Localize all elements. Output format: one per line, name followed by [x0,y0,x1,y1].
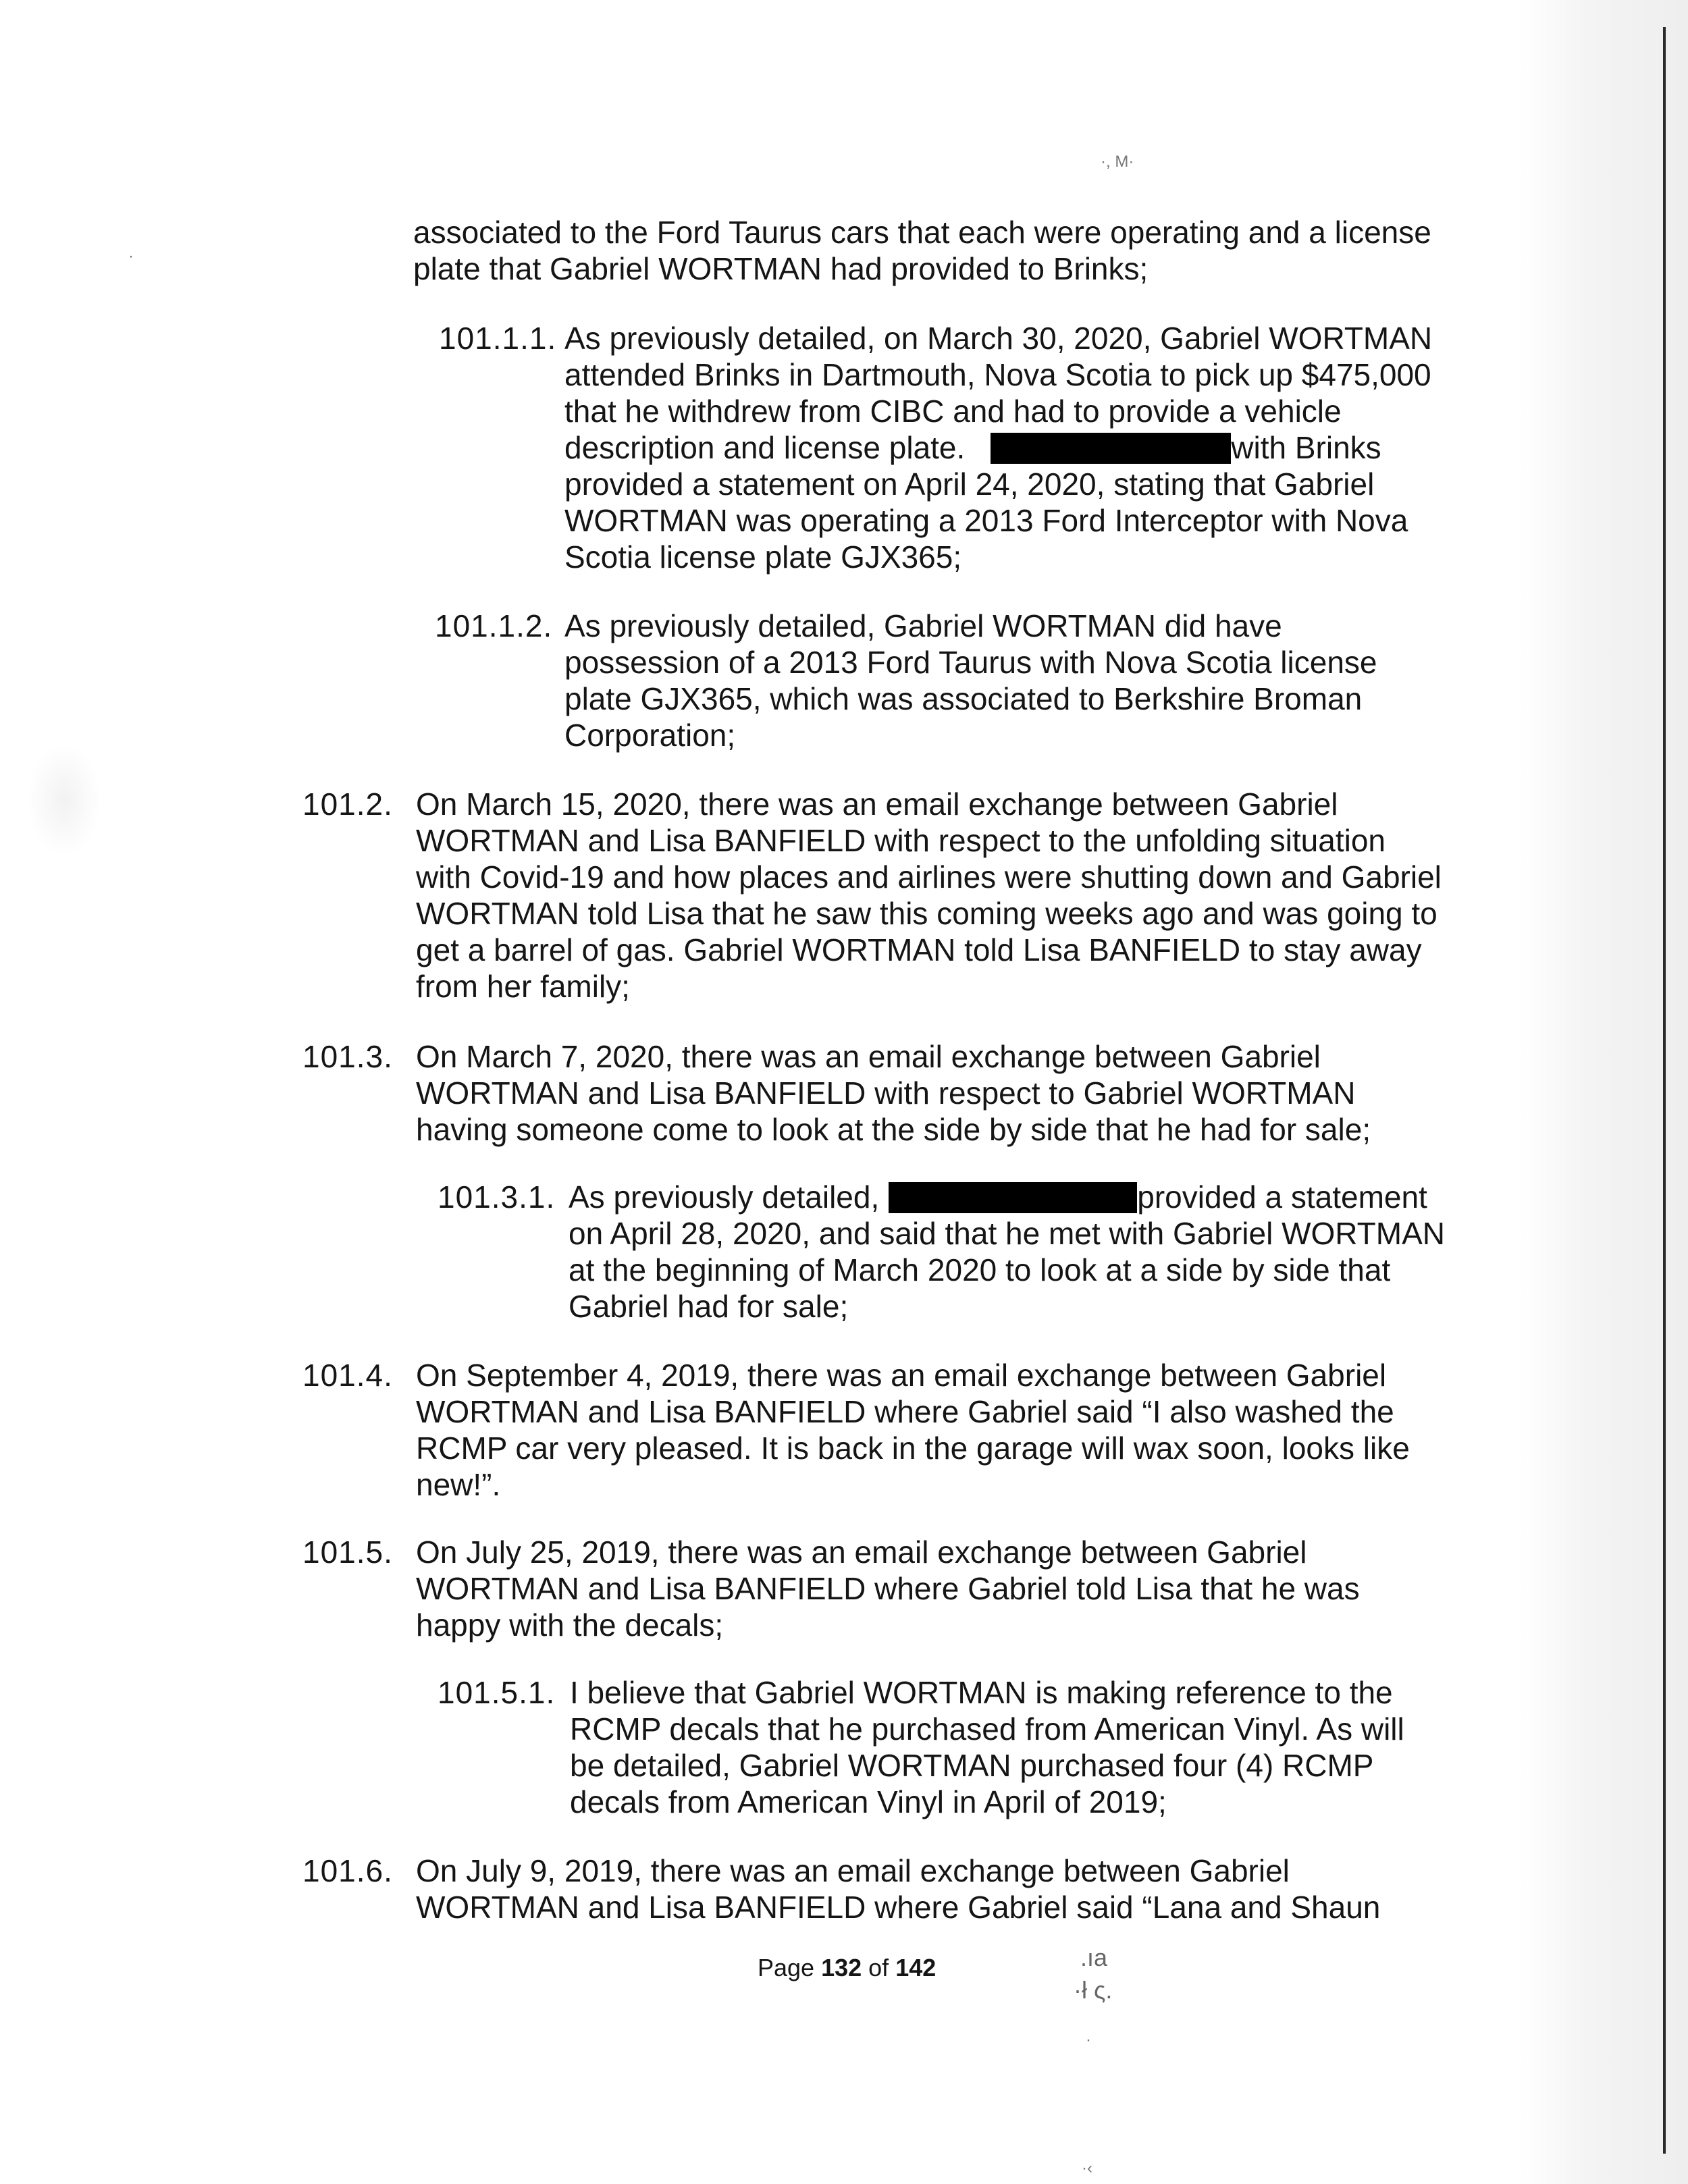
item-line: that he withdrew from CIBC and had to provide a vehicle [564,394,1342,429]
item-line: Gabriel had for sale; [569,1289,849,1324]
item-number: 101.1.2. [435,608,553,643]
item-line-text: with Brinks [1231,430,1381,465]
item-line: As previously detailed, on March 30, 2020, Gabriel WORTMAN [564,321,1433,356]
redaction-box [889,1182,1137,1213]
item-line: with Covid-19 and how places and airlines were shutting down and Gabriel [416,859,1442,895]
item-number: 101.1.1. [439,321,557,356]
item-line: attended Brinks in Dartmouth, Nova Scotia to pick up $475,000 [564,357,1431,392]
item-line: WORTMAN and Lisa BANFIELD with respect to the unfolding situation [416,823,1386,858]
item-line: WORTMAN and Lisa BANFIELD with respect to Gabriel WORTMAN [416,1075,1356,1111]
item-line: On July 9, 2019, there was an email exchange between Gabriel [416,1853,1290,1888]
item-number: 101.5.1. [438,1675,556,1710]
item-line: new!”. [416,1467,501,1502]
item-line-text: provided a statement [1137,1179,1427,1215]
item-line: I believe that Gabriel WORTMAN is making reference to the [570,1675,1393,1710]
item-number: 101.2. [302,787,393,822]
item-line: happy with the decals; [416,1607,724,1643]
stamp-mark: ·ł ς. [1074,1976,1113,2004]
item-line: On March 7, 2020, there was an email exchange between Gabriel [416,1039,1321,1074]
scan-speck: · [1086,2031,1091,2049]
item-line: RCMP car very pleased. It is back in the garage will wax soon, looks like [416,1431,1410,1466]
item-line: WORTMAN was operating a 2013 Ford Interceptor with Nova [564,503,1408,538]
page-current: 132 [821,1954,862,1981]
item-line: get a barrel of gas. Gabriel WORTMAN told Lisa BANFIELD to stay away [416,932,1422,967]
item-number: 101.4. [302,1358,393,1393]
item-number: 101.6. [302,1853,393,1888]
item-line: Scotia license plate GJX365; [564,539,962,575]
scan-speck: ·, M· [1101,153,1134,171]
item-number: 101.5. [302,1535,393,1570]
item-number: 101.3.1. [438,1179,556,1215]
footer-prefix: Page [758,1954,822,1981]
item-line: RCMP decals that he purchased from American Vinyl. As will [570,1711,1404,1747]
item-line [569,1179,1427,1215]
binding-line [1663,27,1666,2154]
item-line: possession of a 2013 Ford Taurus with Nova Scotia license [564,645,1377,680]
continuation-line: plate that Gabriel WORTMAN had provided to Brinks; [413,251,1149,286]
item-line: On July 25, 2019, there was an email exchange between Gabriel [416,1535,1307,1570]
item-line-text: As previously detailed, [569,1179,880,1215]
item-line: As previously detailed, Gabriel WORTMAN did have [564,608,1282,643]
item-line [564,429,1381,466]
item-line: having someone come to look at the side by side that he had for sale; [416,1112,1371,1147]
item-line: plate GJX365, which was associated to Berkshire Broman [564,681,1363,716]
scan-speck: · [128,247,134,265]
item-line-text: description and license plate. [564,430,966,465]
page-footer [758,1953,936,1983]
item-line: on April 28, 2020, and said that he met with Gabriel WORTMAN [569,1216,1445,1251]
item-line: WORTMAN and Lisa BANFIELD where Gabriel told Lisa that he was [416,1571,1360,1606]
item-line: WORTMAN and Lisa BANFIELD where Gabriel said “I also washed the [416,1394,1394,1429]
scan-smudge [27,743,101,857]
item-line: at the beginning of March 2020 to look at a side by side that [569,1252,1391,1287]
item-line: provided a statement on April 24, 2020, stating that Gabriel [564,467,1375,502]
item-line: decals from American Vinyl in April of 2019; [570,1784,1167,1819]
item-line: from her family; [416,969,630,1004]
item-line: Corporation; [564,718,736,753]
scan-speck: ·‹ [1082,2159,1092,2177]
footer-mid: of [862,1954,896,1981]
item-line: WORTMAN and Lisa BANFIELD where Gabriel said “Lana and Shaun [416,1890,1381,1925]
stamp-mark: .ıa [1080,1944,1108,1971]
item-line: be detailed, Gabriel WORTMAN purchased four (4) RCMP [570,1748,1374,1783]
item-line: On September 4, 2019, there was an email exchange between Gabriel [416,1358,1387,1393]
item-line: WORTMAN told Lisa that he saw this coming weeks ago and was going to [416,896,1438,931]
item-line: On March 15, 2020, there was an email exchange between Gabriel [416,787,1338,822]
redaction-box [991,433,1231,464]
continuation-line: associated to the Ford Taurus cars that each were operating and a license [413,215,1431,250]
item-number: 101.3. [302,1039,393,1074]
page-total: 142 [895,1954,937,1981]
